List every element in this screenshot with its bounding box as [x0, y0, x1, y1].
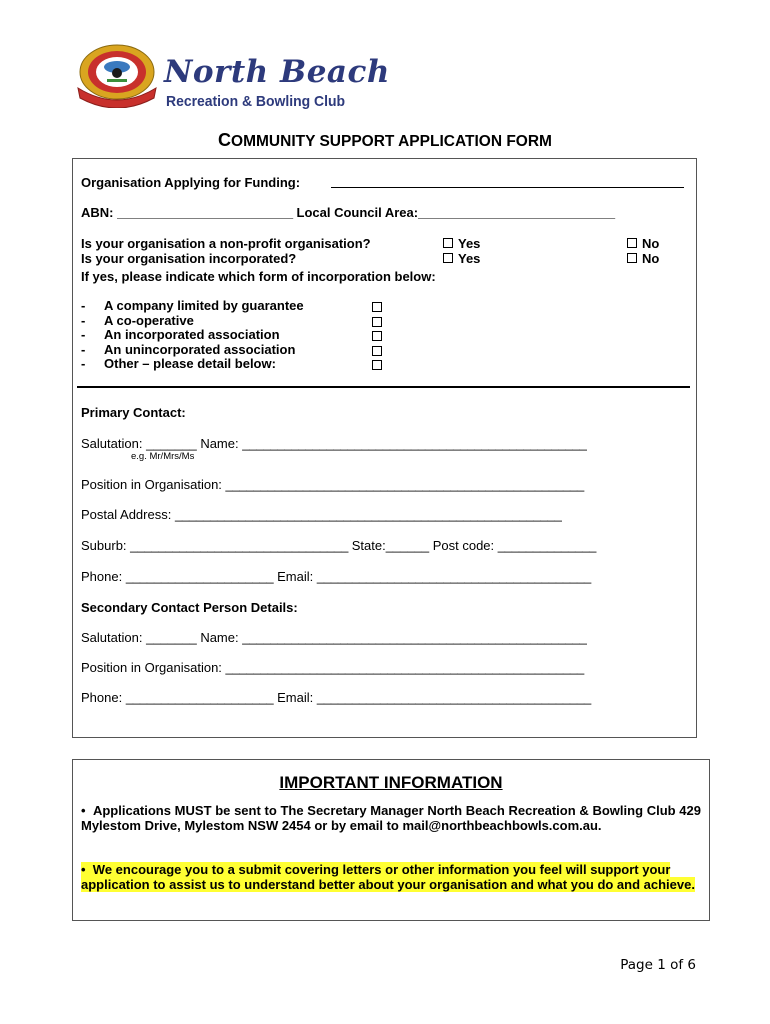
name-label: Name: [200, 436, 239, 451]
section-divider [77, 386, 690, 388]
salutation-field[interactable]: _______ [146, 436, 197, 451]
salutation-hint: e.g. Mr/Mrs/Ms [131, 451, 195, 462]
suburb-field[interactable]: _______________________________ [130, 538, 349, 553]
secondary-position-row [81, 660, 584, 675]
incorporated-no-option[interactable] [627, 251, 659, 266]
name-field[interactable]: _________________________________________________ [242, 436, 587, 451]
postal-field[interactable]: _______________________________________________________ [174, 507, 562, 522]
checkbox[interactable] [443, 238, 453, 248]
email-field[interactable]: _______________________________________ [316, 569, 592, 584]
brand-name: North Beach [164, 54, 390, 90]
incorp-option-dash: - [81, 298, 86, 313]
brand-subtitle: Recreation & Bowling Club [166, 93, 346, 110]
state-field[interactable]: ______ [385, 538, 430, 553]
council-label: Local Council Area: [296, 205, 419, 220]
club-logo [74, 42, 160, 108]
secondary-phone-row [81, 690, 591, 705]
position-field[interactable]: ___________________________________________________ [225, 660, 585, 675]
important-title: IMPORTANT INFORMATION [279, 773, 503, 792]
primary-postal-row [81, 507, 562, 522]
bullet: • [81, 803, 86, 818]
name-label: Name: [200, 630, 239, 645]
incorp-option-checkbox[interactable] [372, 357, 387, 375]
incorporated-yes-option[interactable] [443, 251, 480, 266]
checkbox[interactable] [443, 253, 453, 263]
primary-suburb-row [81, 538, 596, 553]
bullet: • [81, 862, 86, 877]
page-number: Page 1 of 6 [620, 957, 696, 973]
q-nonprofit: Is your organisation a non-profit organisation? [81, 236, 371, 251]
incorp-option-label: A company limited by guarantee [104, 298, 304, 313]
no-label: No [642, 236, 660, 251]
name-field[interactable]: _________________________________________________ [242, 630, 587, 645]
nonprofit-yes-option[interactable] [443, 236, 480, 251]
email-label: Email: [277, 569, 314, 584]
nonprofit-no-option[interactable] [627, 236, 659, 251]
primary-phone-row [81, 569, 591, 584]
abn-council-row [81, 205, 615, 220]
postcode-field[interactable]: ______________ [497, 538, 597, 553]
secondary-salutation-row [81, 630, 587, 645]
incorp-option-label: Other – please detail below: [104, 356, 276, 371]
salutation-field[interactable]: _______ [146, 630, 197, 645]
important-item-1 [81, 803, 701, 833]
position-label: Position in Organisation: [81, 660, 222, 675]
org-name-label: Organisation Applying for Funding: [81, 175, 301, 190]
email-label: Email: [277, 690, 314, 705]
phone-label: Phone: [81, 569, 123, 584]
state-label: State: [351, 538, 386, 553]
council-field[interactable]: ____________________________ [418, 205, 615, 220]
incorporation-prompt: If yes, please indicate which form of incorporation below: [81, 269, 436, 284]
org-name-field[interactable] [331, 176, 684, 188]
form-title-initial: C [218, 130, 232, 150]
primary-contact-heading: Primary Contact: [81, 405, 186, 420]
incorp-option-dash: - [81, 327, 86, 342]
incorp-option-dash: - [81, 342, 86, 357]
incorp-option-label: An incorporated association [104, 327, 280, 342]
org-name-row [81, 175, 300, 190]
phone-label: Phone: [81, 690, 123, 705]
abn-label: ABN: [81, 205, 114, 220]
incorp-option-label: A co-operative [104, 313, 194, 328]
form-title [0, 130, 770, 151]
checkbox[interactable] [627, 253, 637, 263]
secondary-contact-heading: Secondary Contact Person Details: [81, 600, 298, 615]
primary-position-row [81, 477, 584, 492]
important-item-2-text: We encourage you to a submit covering letters or other information you feel will support your application to assist us to understand better about your organisation and what you do and achieve. [81, 862, 695, 892]
salutation-label: Salutation: [81, 630, 143, 645]
position-field[interactable]: ___________________________________________________ [225, 477, 585, 492]
incorp-option-dash: - [81, 356, 86, 371]
important-item-1-text: Applications MUST be sent to The Secretary Manager North Beach Recreation & Bowling Club 429 Mylestom Drive, Mylestom NSW 2454 or by email to mail@northbeachbowls.com.au. [81, 803, 701, 833]
salutation-label: Salutation: [81, 436, 143, 451]
checkbox[interactable] [627, 238, 637, 248]
email-field[interactable]: _______________________________________ [316, 690, 592, 705]
postal-label: Postal Address: [81, 507, 172, 522]
incorp-option-dash: - [81, 313, 86, 328]
suburb-label: Suburb: [81, 538, 127, 553]
postcode-label: Post code: [432, 538, 495, 553]
position-label: Position in Organisation: [81, 477, 222, 492]
incorp-option-label: An unincorporated association [104, 342, 296, 357]
no-label: No [642, 251, 660, 266]
yes-label: Yes [458, 251, 481, 266]
primary-salutation-row [81, 436, 587, 451]
phone-field[interactable]: _____________________ [125, 690, 274, 705]
form-title-rest: OMMUNITY SUPPORT APPLICATION FORM [231, 133, 552, 150]
abn-field[interactable]: _________________________ [117, 205, 293, 220]
yes-label: Yes [458, 236, 481, 251]
q-incorporated: Is your organisation incorporated? [81, 251, 297, 266]
important-item-2 [81, 862, 701, 892]
phone-field[interactable]: _____________________ [125, 569, 274, 584]
